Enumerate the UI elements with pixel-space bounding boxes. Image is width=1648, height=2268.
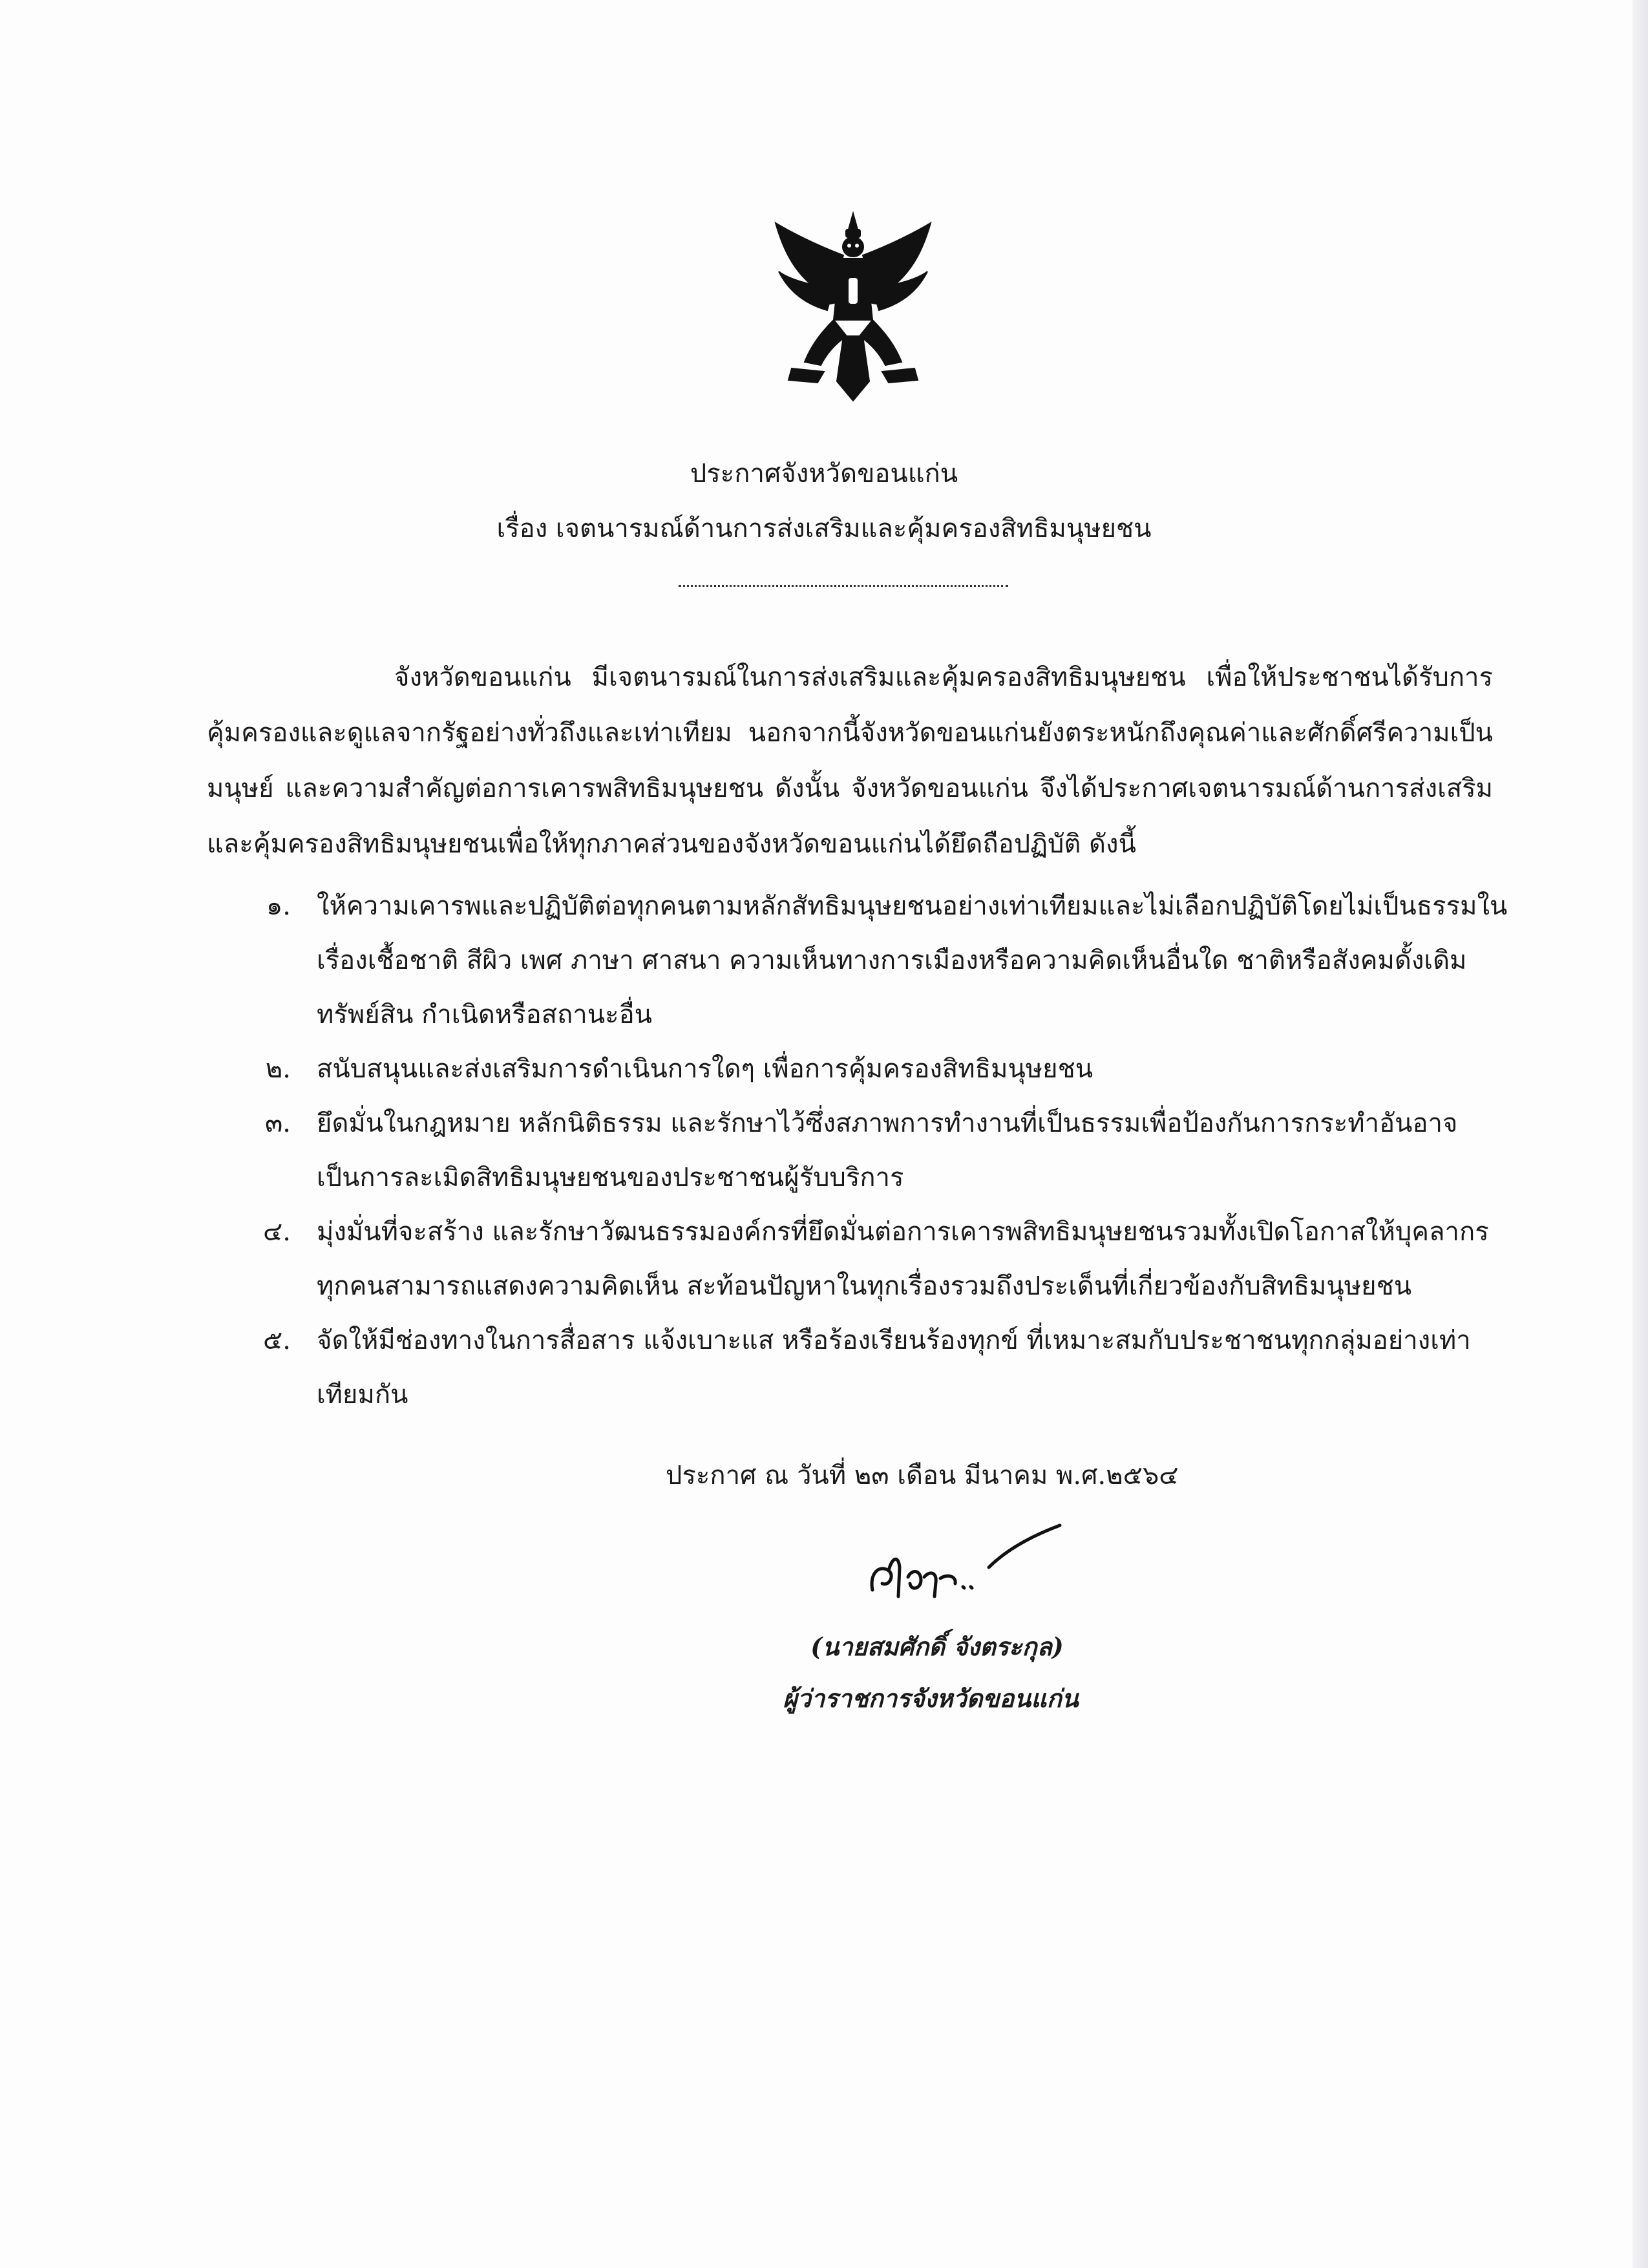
list-item-text: จัดให้มีช่องทางในการสื่อสาร แจ้งเบาะแส หรือร้องเรียนร้องทุกข์ ที่เหมาะสมกับประชาชนทุกกลุ่มอย่างเท่าเทียมกัน xyxy=(317,1326,1471,1410)
handwritten-signature xyxy=(860,1519,1066,1616)
list-item-text: ให้ความเคารพและปฏิบัติต่อทุกคนตามหลักสัทธิมนุษยชนอย่างเท่าเทียมและไม่เลือกปฏิบัติโดยไม่เป็นธรรมในเรื่องเชื้อชาติ สีผิว เพศ ภาษา ศาสนา ความเห็นทางการเมืองหรือความคิดเห็นอื่นใด ชาติหรือสังคมดั้งเดิม ทรัพย์สิน กำเนิดหรือสถานะอื่น xyxy=(317,891,1508,1030)
list-item xyxy=(233,1096,1512,1205)
list-item-text: สนับสนุนและส่งเสริมการดำเนินการใดๆ เพื่อการคุ้มครองสิทธิมนุษยชน xyxy=(317,1054,1093,1084)
announcement-date: ประกาศ ณ วันที่ ๒๓ เดือน มีนาคม พ.ศ.๒๕๖๔ xyxy=(666,1461,1179,1490)
garuda-emblem-icon xyxy=(766,207,940,407)
signer-position: ผู้ว่าราชการจังหวัดขอนแก่น xyxy=(783,1684,1079,1713)
list-item xyxy=(233,879,1512,1042)
list-item xyxy=(233,1042,1512,1096)
header-divider xyxy=(679,585,1008,587)
announcement-title: ประกาศจังหวัดขอนแก่น xyxy=(690,459,958,489)
list-item-text: ยึดมั่นในกฎหมาย หลักนิติธรรม และรักษาไว้ซึ่งสภาพการทำงานที่เป็นธรรมเพื่อป้องกันการกระทำอันอาจเป็นการละเมิดสิทธิมนุษยชนของประชาชนผู้รับบริการ xyxy=(317,1108,1458,1192)
list-item xyxy=(233,1313,1512,1422)
commitment-list xyxy=(233,879,1512,1422)
intro-paragraph: จังหวัดขอนแก่น มีเจตนารมณ์ในการส่งเสริมและคุ้มครองสิทธิมนุษยชน เพื่อให้ประชาชนได้รับการคุ้มครองและดูแลจากรัฐอย่างทั่วถึงและเท่าเทียม นอกจากนี้จังหวัดขอนแก่นยังตระหนักถึงคุณค่าและศักดิ์ศรีความเป็นมนุษย์ และความสำคัญต่อการเคารพสิทธิมนุษยชน ดังนั้น จังหวัดขอนแก่น จึงได้ประกาศเจตนารมณ์ด้านการส่งเสริมและคุ้มครองสิทธิมนุษยชนเพื่อให้ทุกภาคส่วนของจังหวัดขอนแก่นได้ยึดถือปฏิบัติ ดังนี้ xyxy=(207,662,1493,859)
list-item-number: ๕. xyxy=(263,1326,291,1355)
signer-name: (นายสมศักดิ์ จังตระกุล) xyxy=(810,1632,1064,1661)
list-item-number: ๔. xyxy=(263,1217,291,1247)
list-item-text: มุ่งมั่นที่จะสร้าง และรักษาวัฒนธรรมองค์กรที่ยึดมั่นต่อการเคารพสิทธิมนุษยชนรวมทั้งเปิดโอกาสให้บุคลากรทุกคนสามารถแสดงความคิดเห็น สะท้อนปัญหาในทุกเรื่องรวมถึงประเด็นที่เกี่ยวข้องกับสิทธิมนุษยชน xyxy=(317,1217,1489,1301)
scan-edge xyxy=(1632,0,1648,2268)
list-item-number: ๑. xyxy=(266,891,291,921)
list-item-number: ๓. xyxy=(264,1108,291,1138)
list-item-number: ๒. xyxy=(265,1054,291,1084)
list-item xyxy=(233,1205,1512,1313)
announcement-subject: เรื่อง เจตนารมณ์ด้านการส่งเสริมและคุ้มครองสิทธิมนุษยชน xyxy=(496,514,1152,544)
